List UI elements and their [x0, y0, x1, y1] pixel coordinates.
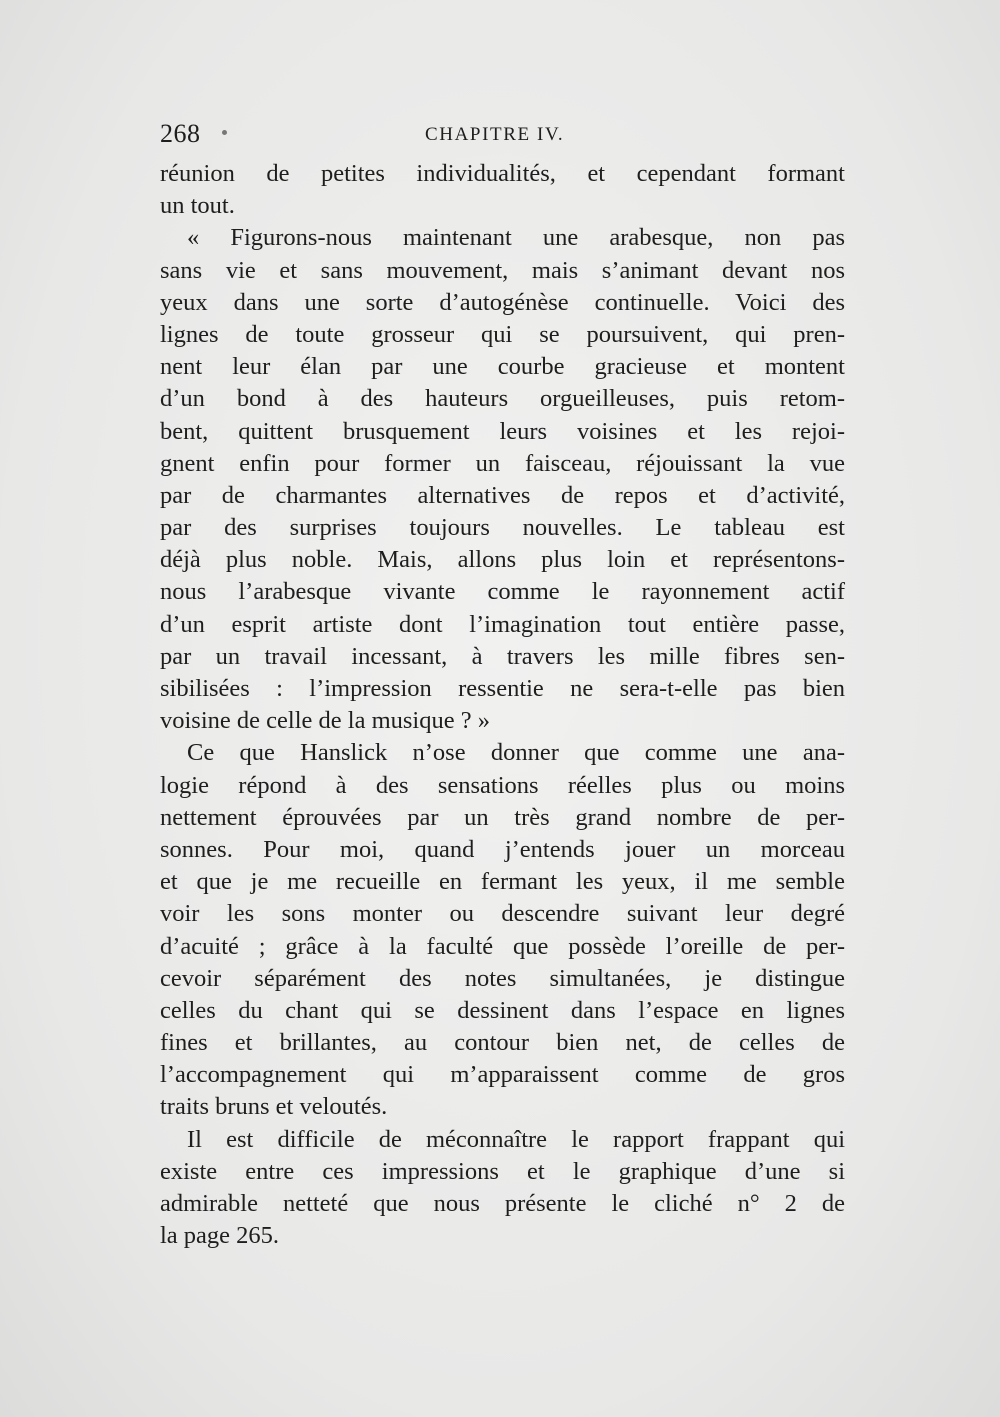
body-text: [160, 158, 845, 1252]
header-dot: [222, 130, 227, 135]
text-line: et que je me recueille en fermant les yeux, il me semble: [160, 868, 845, 896]
text-line: traits bruns et veloutés.: [160, 1093, 388, 1121]
text-line: d’un bond à des hauteurs orgueilleuses, puis retom-: [160, 385, 845, 413]
text-line: d’un esprit artiste dont l’imagination tout entière passe,: [160, 610, 845, 638]
text-line: sibilisées : l’impression ressentie ne sera-t-elle pas bien: [160, 675, 845, 702]
text-line: celles du chant qui se dessinent dans l’espace en lignes: [160, 996, 845, 1024]
text-line: la page 265.: [160, 1222, 280, 1250]
text-line: cevoir séparément des notes simultanées, je distingue: [160, 964, 845, 992]
text-line: existe entre ces impressions et le graphique d’une si: [160, 1157, 845, 1185]
text-line: bent, quittent brusquement leurs voisines et les rejoi-: [160, 417, 845, 445]
text-line: un tout.: [160, 192, 235, 220]
text-line: réunion de petites individualités, et cependant formant: [160, 160, 845, 187]
running-title: CHAPITRE IV.: [425, 124, 565, 145]
text-line: logie répond à des sensations réelles plus ou moins: [160, 771, 845, 799]
text-line: fines et brillantes, au contour bien net, de celles de: [160, 1029, 845, 1057]
text-line: admirable netteté que nous présente le cliché n° 2 de: [160, 1190, 845, 1217]
text-line: Ce que Hanslick n’ose donner que comme une ana-: [187, 739, 845, 767]
text-line: nous l’arabesque vivante comme le rayonnement actif: [160, 578, 845, 606]
text-line: par de charmantes alternatives de repos et d’activité,: [160, 481, 845, 509]
text-line: voir les sons monter ou descendre suivant leur degré: [160, 900, 845, 928]
text-line: Il est difficile de méconnaître le rapport frappant qui: [187, 1125, 845, 1153]
text-line: l’accompagnement qui m’apparaissent comme de gros: [160, 1061, 845, 1089]
text-line: « Figurons-nous maintenant une arabesque, non pas: [187, 224, 845, 252]
text-line: lignes de toute grosseur qui se poursuivent, qui pren-: [160, 320, 845, 348]
text-line: sans vie et sans mouvement, mais s’animant devant nos: [160, 256, 845, 284]
text-line: par des surprises toujours nouvelles. Le tableau est: [160, 514, 845, 542]
text-line: d’acuité ; grâce à la faculté que possède l’oreille de per-: [160, 932, 845, 960]
text-line: sonnes. Pour moi, quand j’entends jouer un morceau: [160, 835, 845, 863]
text-line: yeux dans une sorte d’autogénèse continuelle. Voici des: [160, 288, 845, 316]
text-line: voisine de celle de la musique ? »: [160, 707, 490, 735]
text-line: nent leur élan par une courbe gracieuse et montent: [160, 353, 845, 381]
page-header: [160, 117, 850, 151]
page-number: 268: [160, 119, 201, 148]
text-line: gnent enfin pour former un faisceau, réjouissant la vue: [160, 449, 845, 477]
text-line: par un travail incessant, à travers les mille fibres sen-: [160, 642, 845, 670]
text-line: déjà plus noble. Mais, allons plus loin et représentons-: [160, 546, 845, 574]
text-line: nettement éprouvées par un très grand nombre de per-: [160, 803, 845, 831]
